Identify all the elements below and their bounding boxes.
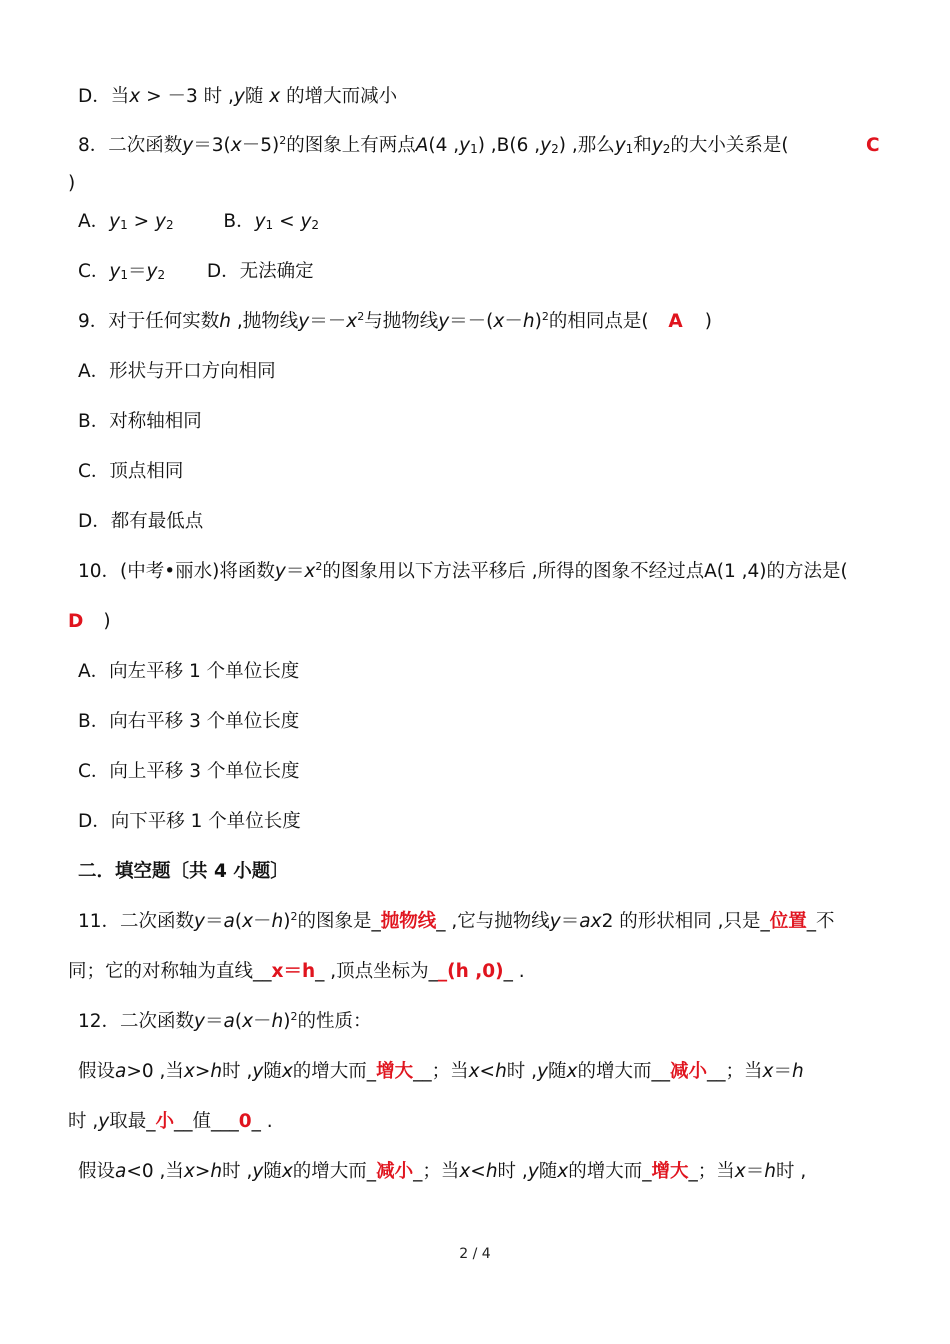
q10-option-d: D．向下平移 1 个单位长度	[78, 811, 301, 832]
section-heading: 二．填空题〔共 4 小题〕	[78, 861, 289, 882]
q7-option-d: D．当x > －3 时 ,y随 x 的增大而减小	[78, 86, 398, 107]
q11-line2: 同；它的对称轴为直线__x＝h_ ,顶点坐标为__(h ,0)_ .	[68, 961, 525, 982]
q8-stem: 8．二次函数$y=3(x-5)^2$的图象上有两点A(4 $,y_1$) ,B(6 $,y_2$) ,那么$y_1$和$y_2$的大小关系是(	[78, 134, 789, 156]
q10-answer: D	[68, 611, 84, 632]
q9-option-b: B．对称轴相同	[78, 411, 202, 432]
q12-case1-line1: 假设a>0 ,当x>h时 ,y随x的增大而_增大__；当x<h时 ,y随x的增大而__减小__；当x＝h	[78, 1061, 804, 1082]
q8-close-paren: )	[68, 173, 76, 194]
q12-case2-line1: 假设a<0 ,当x>h时 ,y随x的增大而_减小_；当x<h时 ,y随x的增大而_增大_；当x＝h时 ,	[78, 1161, 807, 1182]
q9-option-d: D．都有最低点	[78, 511, 204, 532]
q11-answer-1: 抛物线	[380, 911, 437, 932]
q11-line1: 11．二次函数$y=a(x-h)^2$的图象是_抛物线_ ,它与抛物线y＝ax2 的形状相同 ,只是_位置_不	[78, 910, 835, 932]
q10-answer-line: D )	[68, 611, 111, 632]
q11-answer-4: _(h ,0)	[437, 961, 504, 982]
q10-option-c: C．向上平移 3 个单位长度	[78, 761, 300, 782]
q8-options-cd: C．$y_1=y_2$ D．无法确定	[78, 261, 314, 282]
q9-stem: 9．对于任何实数h ,抛物线$y=-x^2$与抛物线$y=-(x-h)^2$的相同点是( A )	[78, 310, 712, 332]
q8-options-ab: A．$y_1 > y_2$ B．$y_1 < y_2$	[78, 211, 320, 232]
q11-answer-3: x＝h	[271, 961, 316, 982]
q12-answer-5: 减小	[376, 1161, 414, 1182]
page-number: 2 / 4	[459, 1246, 491, 1262]
q11-answer-2: 位置	[769, 911, 807, 932]
q9-option-c: C．顶点相同	[78, 461, 184, 482]
q9-option-a: A．形状与开口方向相同	[78, 361, 276, 382]
q12-answer-4: 0	[238, 1111, 252, 1132]
q12-case1-line2: 时 ,y取最_小__值___0_ .	[68, 1111, 273, 1132]
q12-answer-6: 增大	[651, 1161, 689, 1182]
q12-answer-3: 小	[155, 1111, 174, 1132]
q10-stem: 10．(中考•丽水)将函数$y=x^2$的图象用以下方法平移后 ,所得的图象不经过点A(1 ,4)的方法是(	[78, 560, 848, 582]
q12-stem: 12．二次函数$y=a(x-h)^2$的性质：	[78, 1010, 372, 1032]
q12-answer-2: 减小	[670, 1061, 708, 1082]
q10-option-b: B．向右平移 3 个单位长度	[78, 711, 300, 732]
q8-answer: C	[866, 135, 880, 156]
q12-answer-1: 增大	[376, 1061, 414, 1082]
q10-option-a: A．向左平移 1 个单位长度	[78, 661, 300, 682]
q9-answer: A	[668, 311, 683, 332]
